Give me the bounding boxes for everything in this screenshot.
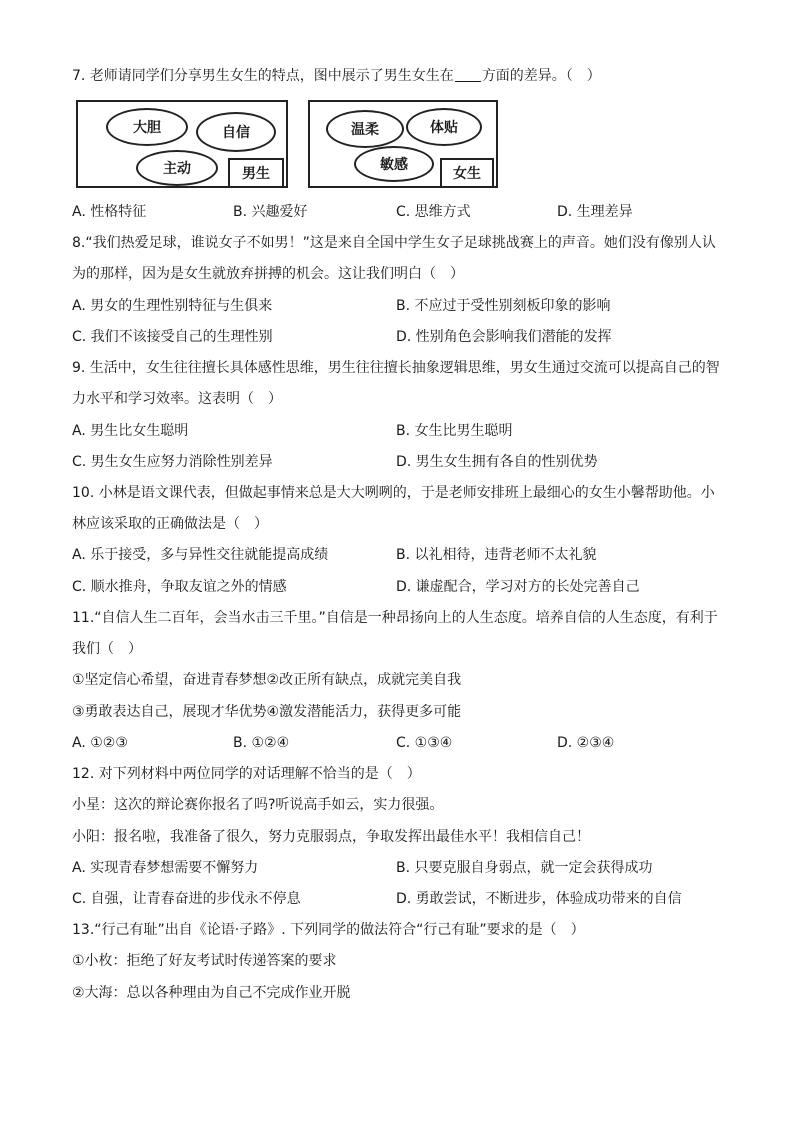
q11-stem-line-1: 11.“自信人生二百年，会当水击三千里。”自信是一种昂扬向上的人生态度。培养自信的人生态度，有利于 <box>72 610 718 626</box>
q9-option-b[interactable]: B. 女生比男生聪明 <box>396 423 513 439</box>
q9-option-d[interactable]: D. 男生女生拥有各自的性别优势 <box>396 454 598 470</box>
girl-traits-figure <box>308 100 498 188</box>
q9-stem-line-1: 9. 生活中，女生往往擅长具体感性思维，男生往往擅长抽象逻辑思维，男女生通过交流可以提高自己的智 <box>72 360 720 376</box>
q8-option-b[interactable]: B. 不应过于受性别刻板印象的影响 <box>396 298 611 314</box>
q13-statement-1: ①小枚：拒绝了好友考试时传递答案的要求 <box>72 953 337 969</box>
q11-stem-line-2: 我们（ ） <box>72 641 142 657</box>
q10-option-a[interactable]: A. 乐于接受，多与异性交往就能提高成绩 <box>72 547 329 563</box>
q7-option-a[interactable]: A. 性格特征 <box>72 204 147 220</box>
q11-option-c[interactable]: C. ①③④ <box>396 735 453 751</box>
girl-label: 女生 <box>440 158 494 188</box>
bubble-boy-3: 主动 <box>136 150 218 186</box>
q12-option-b[interactable]: B. 只要克服自身弱点，就一定会获得成功 <box>396 860 653 876</box>
bubble-girl-1: 温柔 <box>326 110 404 148</box>
q12-option-d[interactable]: D. 勇敢尝试，不断进步，体验成功带来的自信 <box>396 891 682 907</box>
q7-stem: 7. 老师请同学们分享男生女生的特点，图中展示了男生女生在 方面的差异。（ ） <box>72 68 601 84</box>
q13-stem: 13.“行己有耻”出自《论语·子路》. 下列同学的做法符合“行己有耻”要求的是（ ） <box>72 922 585 938</box>
q11-option-d[interactable]: D. ②③④ <box>557 735 615 751</box>
q11-statement-1-2: ①坚定信心希望，奋进青春梦想②改正所有缺点，成就完美自我 <box>72 672 462 688</box>
q12-option-a[interactable]: A. 实现青春梦想需要不懈努力 <box>72 860 259 876</box>
q10-option-b[interactable]: B. 以礼相待，违背老师不太礼貌 <box>396 547 597 563</box>
q12-dialogue-xiaoyang: 小阳：报名啦，我准备了很久，努力克服弱点，争取发挥出最佳水平！我相信自己！ <box>72 829 590 845</box>
q10-stem-line-1: 10. 小林是语文课代表，但做起事情来总是大大咧咧的，于是老师安排班上最细心的女生小馨帮助他。小 <box>72 485 715 501</box>
boy-traits-figure <box>76 100 288 188</box>
q10-stem-line-2: 林应该采取的正确做法是（ ） <box>72 516 268 532</box>
q9-option-c[interactable]: C. 男生女生应努力消除性别差异 <box>72 454 273 470</box>
q8-stem-line-1: 8.“我们热爱足球，谁说女子不如男！”这是来自全国中学生女子足球挑战赛上的声音。她们没有像别人认 <box>72 235 716 251</box>
q12-dialogue-xiaoxing: 小星：这次的辩论赛你报名了吗?听说高手如云，实力很强。 <box>72 797 444 813</box>
q9-stem-line-2: 力水平和学习效率。这表明（ ） <box>72 391 282 407</box>
bubble-girl-3: 敏感 <box>354 146 434 182</box>
boy-label: 男生 <box>228 158 284 188</box>
bubble-girl-2: 体贴 <box>406 108 482 146</box>
q8-option-d[interactable]: D. 性别角色会影响我们潜能的发挥 <box>396 329 612 345</box>
q10-option-d[interactable]: D. 谦虚配合，学习对方的长处完善自己 <box>396 579 640 595</box>
q7-option-c[interactable]: C. 思维方式 <box>396 204 471 220</box>
q11-statement-3-4: ③勇敢表达自己，展现才华优势④激发潜能活力，获得更多可能 <box>72 704 462 720</box>
bubble-boy-2: 自信 <box>196 112 276 152</box>
q12-stem: 12. 对下列材料中两位同学的对话理解不恰当的是（ ） <box>72 766 421 782</box>
q7-option-b[interactable]: B. 兴趣爱好 <box>233 204 308 220</box>
q12-option-c[interactable]: C. 自强，让青春奋进的步伐永不停息 <box>72 891 301 907</box>
q8-stem-line-2: 为的那样，因为是女生就放弃拼搏的机会。这让我们明白（ ） <box>72 266 464 282</box>
q8-option-c[interactable]: C. 我们不该接受自己的生理性别 <box>72 329 273 345</box>
q7-option-d[interactable]: D. 生理差异 <box>557 204 633 220</box>
q11-option-a[interactable]: A. ①②③ <box>72 735 128 751</box>
answer-blank <box>455 67 481 82</box>
q11-option-b[interactable]: B. ①②④ <box>233 735 290 751</box>
q10-option-c[interactable]: C. 顺水推舟，争取友谊之外的情感 <box>72 579 287 595</box>
q9-option-a[interactable]: A. 男生比女生聪明 <box>72 423 189 439</box>
q13-statement-2: ②大海：总以各种理由为自己不完成作业开脱 <box>72 985 351 1001</box>
q8-option-a[interactable]: A. 男女的生理性别特征与生俱来 <box>72 298 273 314</box>
bubble-boy-1: 大胆 <box>106 108 188 146</box>
